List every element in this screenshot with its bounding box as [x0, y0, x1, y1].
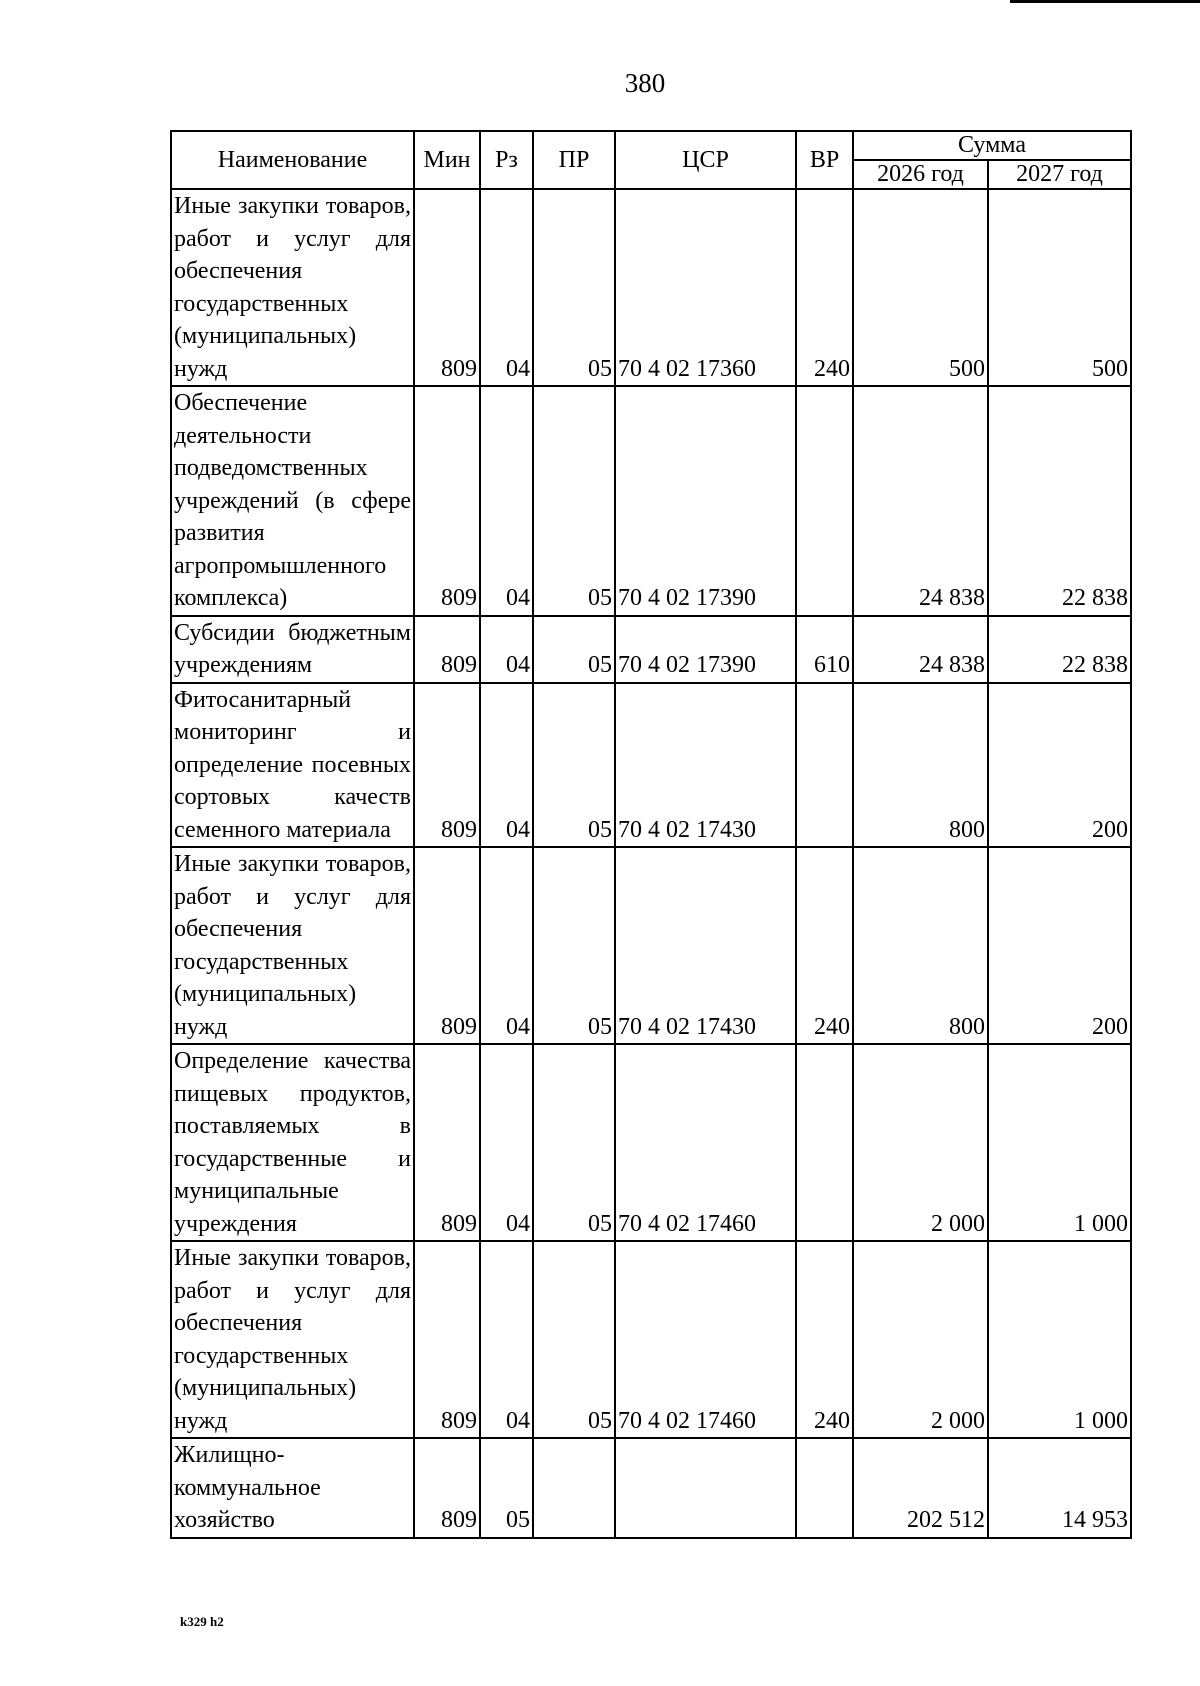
row-rz: 04: [480, 616, 533, 683]
row-csr: 70 4 02 17430: [615, 847, 796, 1044]
row-rz: 05: [480, 1438, 533, 1538]
row-amount-2026: 24 838: [853, 616, 988, 683]
header-csr: ЦСР: [615, 131, 796, 189]
row-rz: 04: [480, 386, 533, 616]
table-row: [171, 616, 1131, 683]
row-vr: 240: [796, 189, 853, 386]
table-row: [171, 386, 1131, 616]
row-amount-2027: 200: [988, 847, 1131, 1044]
row-pr: 05: [533, 1044, 615, 1241]
header-summa: Сумма: [853, 131, 1131, 160]
row-csr: 70 4 02 17460: [615, 1044, 796, 1241]
row-name: Иные закупки товаров, работ и услуг для обеспечения государственных (муниципальных) нужд: [171, 847, 414, 1044]
row-vr: 610: [796, 616, 853, 683]
table-header: [171, 131, 1131, 189]
row-amount-2027: 1 000: [988, 1044, 1131, 1241]
row-amount-2026: 24 838: [853, 386, 988, 616]
row-name: Фитосанитарный мониторинг и определение посевных сортовых качеств семенного материала: [171, 683, 414, 848]
header-year-2026: 2026 год: [853, 160, 988, 189]
table-row: [171, 683, 1131, 848]
row-pr: 05: [533, 1241, 615, 1438]
table-row: [171, 847, 1131, 1044]
row-csr: 70 4 02 17360: [615, 189, 796, 386]
row-name: Жилищно-коммунальное хозяйство: [171, 1438, 414, 1538]
row-csr: 70 4 02 17390: [615, 386, 796, 616]
document-code: k329 h2: [180, 1614, 224, 1629]
row-rz: 04: [480, 683, 533, 848]
row-rz: 04: [480, 1241, 533, 1438]
row-pr: 05: [533, 189, 615, 386]
row-pr: 05: [533, 386, 615, 616]
table-body: [171, 189, 1131, 1538]
row-amount-2026: 2 000: [853, 1044, 988, 1241]
header-pr: ПР: [533, 131, 615, 189]
row-name: Иные закупки товаров, работ и услуг для обеспечения государственных (муниципальных) нужд: [171, 189, 414, 386]
row-vr: 240: [796, 847, 853, 1044]
row-name: Обеспечение деятельности подведомственных учреждений (в сфере развития агропромышленного комплекса): [171, 386, 414, 616]
row-csr: 70 4 02 17390: [615, 616, 796, 683]
row-pr: [533, 1438, 615, 1538]
row-rz: 04: [480, 189, 533, 386]
row-rz: 04: [480, 847, 533, 1044]
row-rz: 04: [480, 1044, 533, 1241]
row-min: 809: [414, 847, 480, 1044]
top-rule: [1010, 0, 1200, 3]
row-pr: 05: [533, 616, 615, 683]
row-amount-2026: 202 512: [853, 1438, 988, 1538]
row-amount-2026: 2 000: [853, 1241, 988, 1438]
row-min: 809: [414, 1438, 480, 1538]
row-amount-2027: 1 000: [988, 1241, 1131, 1438]
header-rz: Рз: [480, 131, 533, 189]
header-year-2027: 2027 год: [988, 160, 1131, 189]
row-name: Иные закупки товаров, работ и услуг для обеспечения государственных (муниципальных) нужд: [171, 1241, 414, 1438]
row-pr: 05: [533, 683, 615, 848]
row-csr: 70 4 02 17460: [615, 1241, 796, 1438]
row-csr: [615, 1438, 796, 1538]
row-name: Субсидии бюджетным учреждениям: [171, 616, 414, 683]
row-vr: 240: [796, 1241, 853, 1438]
row-min: 809: [414, 1044, 480, 1241]
header-vr: ВР: [796, 131, 853, 189]
row-vr: [796, 683, 853, 848]
header-name: Наименование: [171, 131, 414, 189]
row-min: 809: [414, 189, 480, 386]
row-amount-2027: 14 953: [988, 1438, 1131, 1538]
header-min: Мин: [414, 131, 480, 189]
row-min: 809: [414, 1241, 480, 1438]
row-amount-2026: 800: [853, 847, 988, 1044]
row-vr: [796, 1044, 853, 1241]
row-min: 809: [414, 386, 480, 616]
row-amount-2027: 200: [988, 683, 1131, 848]
budget-table: [170, 130, 1132, 1539]
row-pr: 05: [533, 847, 615, 1044]
table-row: [171, 1438, 1131, 1538]
table-row: [171, 1241, 1131, 1438]
table-row: [171, 189, 1131, 386]
row-amount-2026: 800: [853, 683, 988, 848]
row-amount-2027: 22 838: [988, 386, 1131, 616]
row-min: 809: [414, 616, 480, 683]
row-amount-2027: 22 838: [988, 616, 1131, 683]
row-amount-2027: 500: [988, 189, 1131, 386]
page-number: 380: [624, 68, 666, 98]
row-vr: [796, 386, 853, 616]
row-vr: [796, 1438, 853, 1538]
row-name: Определение качества пищевых продуктов, поставляемых в государственные и муниципальные учреждения: [171, 1044, 414, 1241]
row-amount-2026: 500: [853, 189, 988, 386]
row-min: 809: [414, 683, 480, 848]
table-row: [171, 1044, 1131, 1241]
row-csr: 70 4 02 17430: [615, 683, 796, 848]
